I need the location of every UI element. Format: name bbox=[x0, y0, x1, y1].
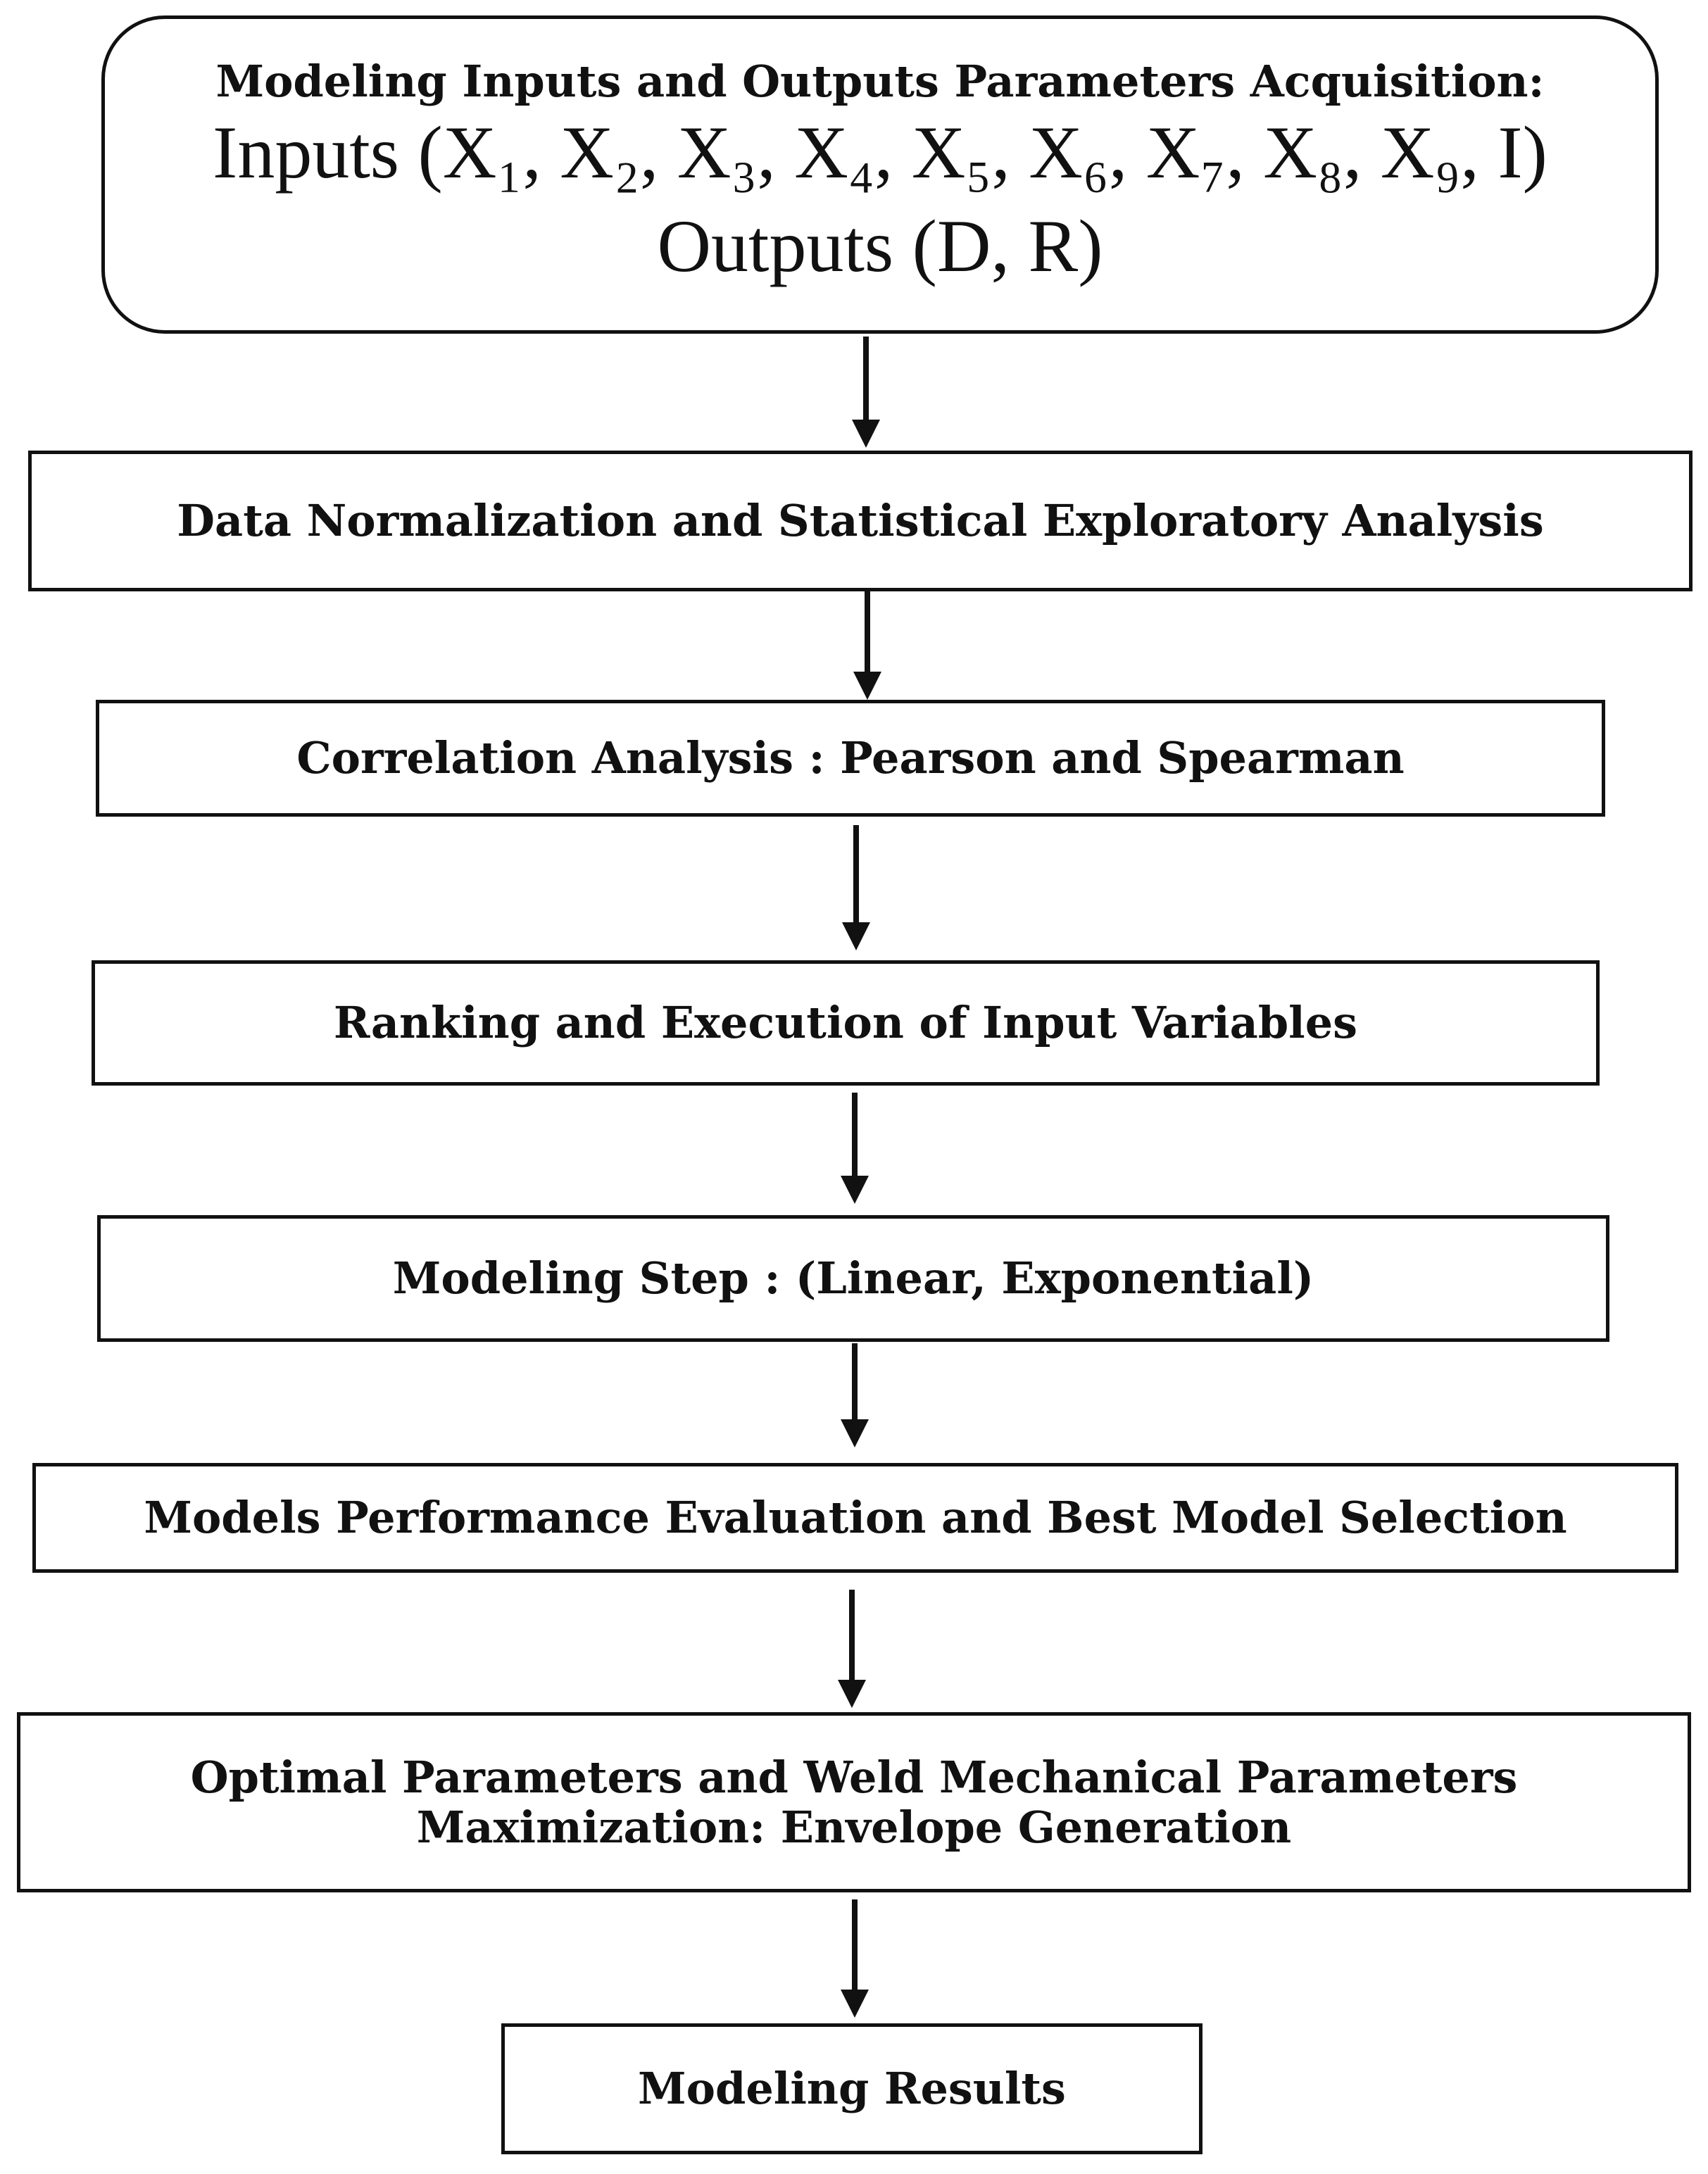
correlation-label: Correlation Analysis : Pearson and Spearman bbox=[296, 732, 1405, 784]
modeling-step-label: Modeling Step : (Linear, Exponential) bbox=[392, 1252, 1314, 1305]
optimal-box bbox=[17, 1712, 1691, 1892]
evaluation-box bbox=[32, 1463, 1678, 1573]
inputs-line: Inputs (X₁, X₂, X₃, X₄, X₅, X₆, X₇, X₈, X₉, I) bbox=[213, 111, 1547, 194]
modeling-step-box bbox=[97, 1215, 1609, 1342]
normalization-label: Data Normalization and Statistical Exploratory Analysis bbox=[177, 495, 1544, 547]
acquisition-box bbox=[101, 15, 1659, 334]
correlation-box bbox=[96, 700, 1605, 817]
evaluation-label: Models Performance Evaluation and Best Model Selection bbox=[144, 1492, 1567, 1544]
acquisition-title: Modeling Inputs and Outputs Parameters Acquisition: bbox=[215, 55, 1545, 107]
outputs-line: Outputs (D, R) bbox=[657, 204, 1103, 287]
optimal-line-2: Maximization: Envelope Generation bbox=[416, 1802, 1292, 1853]
results-box bbox=[501, 2023, 1202, 2154]
results-label: Modeling Results bbox=[638, 2063, 1066, 2115]
ranking-label: Ranking and Execution of Input Variables bbox=[333, 997, 1358, 1049]
optimal-line-1: Optimal Parameters and Weld Mechanical Parameters bbox=[190, 1751, 1518, 1803]
ranking-box bbox=[92, 960, 1600, 1086]
normalization-box bbox=[28, 451, 1693, 591]
